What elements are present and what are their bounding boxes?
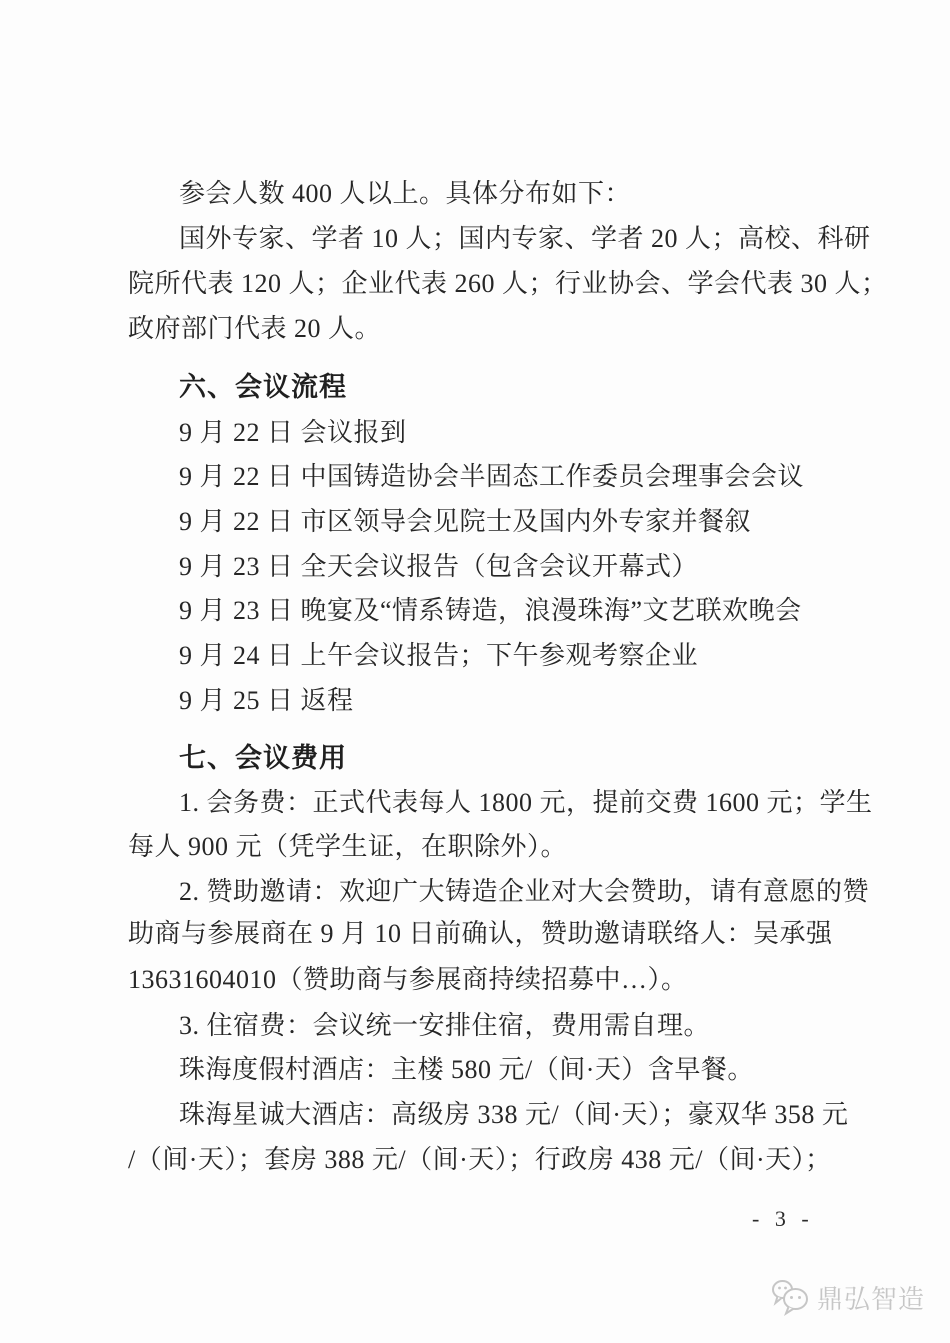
wechat-icon [770,1278,810,1316]
schedule-item: 9 月 22 日 市区领导会见院士及国内外专家并餐叙 [179,507,752,536]
lodging-line: 3. 住宿费：会议统一安排住宿，费用需自理。 [179,1011,711,1040]
schedule-item: 9 月 25 日 返程 [179,686,354,715]
attendance-breakdown-line: 国外专家、学者 10 人；国内专家、学者 20 人；高校、科研 [179,224,871,253]
attendance-summary-line: 参会人数 400 人以上。具体分布如下： [179,179,632,208]
schedule-item: 9 月 24 日 上午会议报告；下午参观考察企业 [179,641,699,670]
section-heading-agenda: 六、会议流程 [179,372,347,402]
fee-registration-line: 每人 900 元（凭学生证，在职除外）。 [128,832,568,861]
schedule-item: 9 月 22 日 中国铸造协会半固态工作委员会理事会会议 [179,462,805,491]
page-number: - 3 - [752,1206,814,1231]
sponsorship-contact-line: 13631604010（赞助商与参展商持续招募中…）。 [128,965,688,994]
schedule-item: 9 月 23 日 晚宴及“情系铸造，浪漫珠海”文艺联欢晚会 [179,596,802,625]
schedule-item: 9 月 23 日 全天会议报告（包含会议开幕式） [179,552,699,581]
attendance-breakdown-line: 院所代表 120 人；企业代表 260 人；行业协会、学会代表 30 人； [128,269,888,298]
hotel-rate-line: /（间·天）；套房 388 元/（间·天）；行政房 438 元/（间·天）； [128,1145,832,1174]
watermark-label: 鼎弘智造 [817,1283,926,1314]
attendance-breakdown-line: 政府部门代表 20 人。 [128,314,382,343]
fee-registration-line: 1. 会务费：正式代表每人 1800 元，提前交费 1600 元；学生 [179,788,873,817]
sponsorship-line: 2. 赞助邀请：欢迎广大铸造企业对大会赞助，请有意愿的赞 [179,877,870,906]
schedule-item: 9 月 22 日 会议报到 [179,418,407,447]
sponsorship-line: 助商与参展商在 9 月 10 日前确认，赞助邀请联络人：吴承强 [128,919,833,948]
hotel-rate-line: 珠海星诚大酒店：高级房 338 元/（间·天）；豪双华 358 元 [179,1100,849,1129]
section-heading-fees: 七、会议费用 [179,743,347,773]
watermark-logo [770,1278,925,1316]
hotel-rate-line: 珠海度假村酒店：主楼 580 元/（间·天）含早餐。 [179,1055,754,1084]
